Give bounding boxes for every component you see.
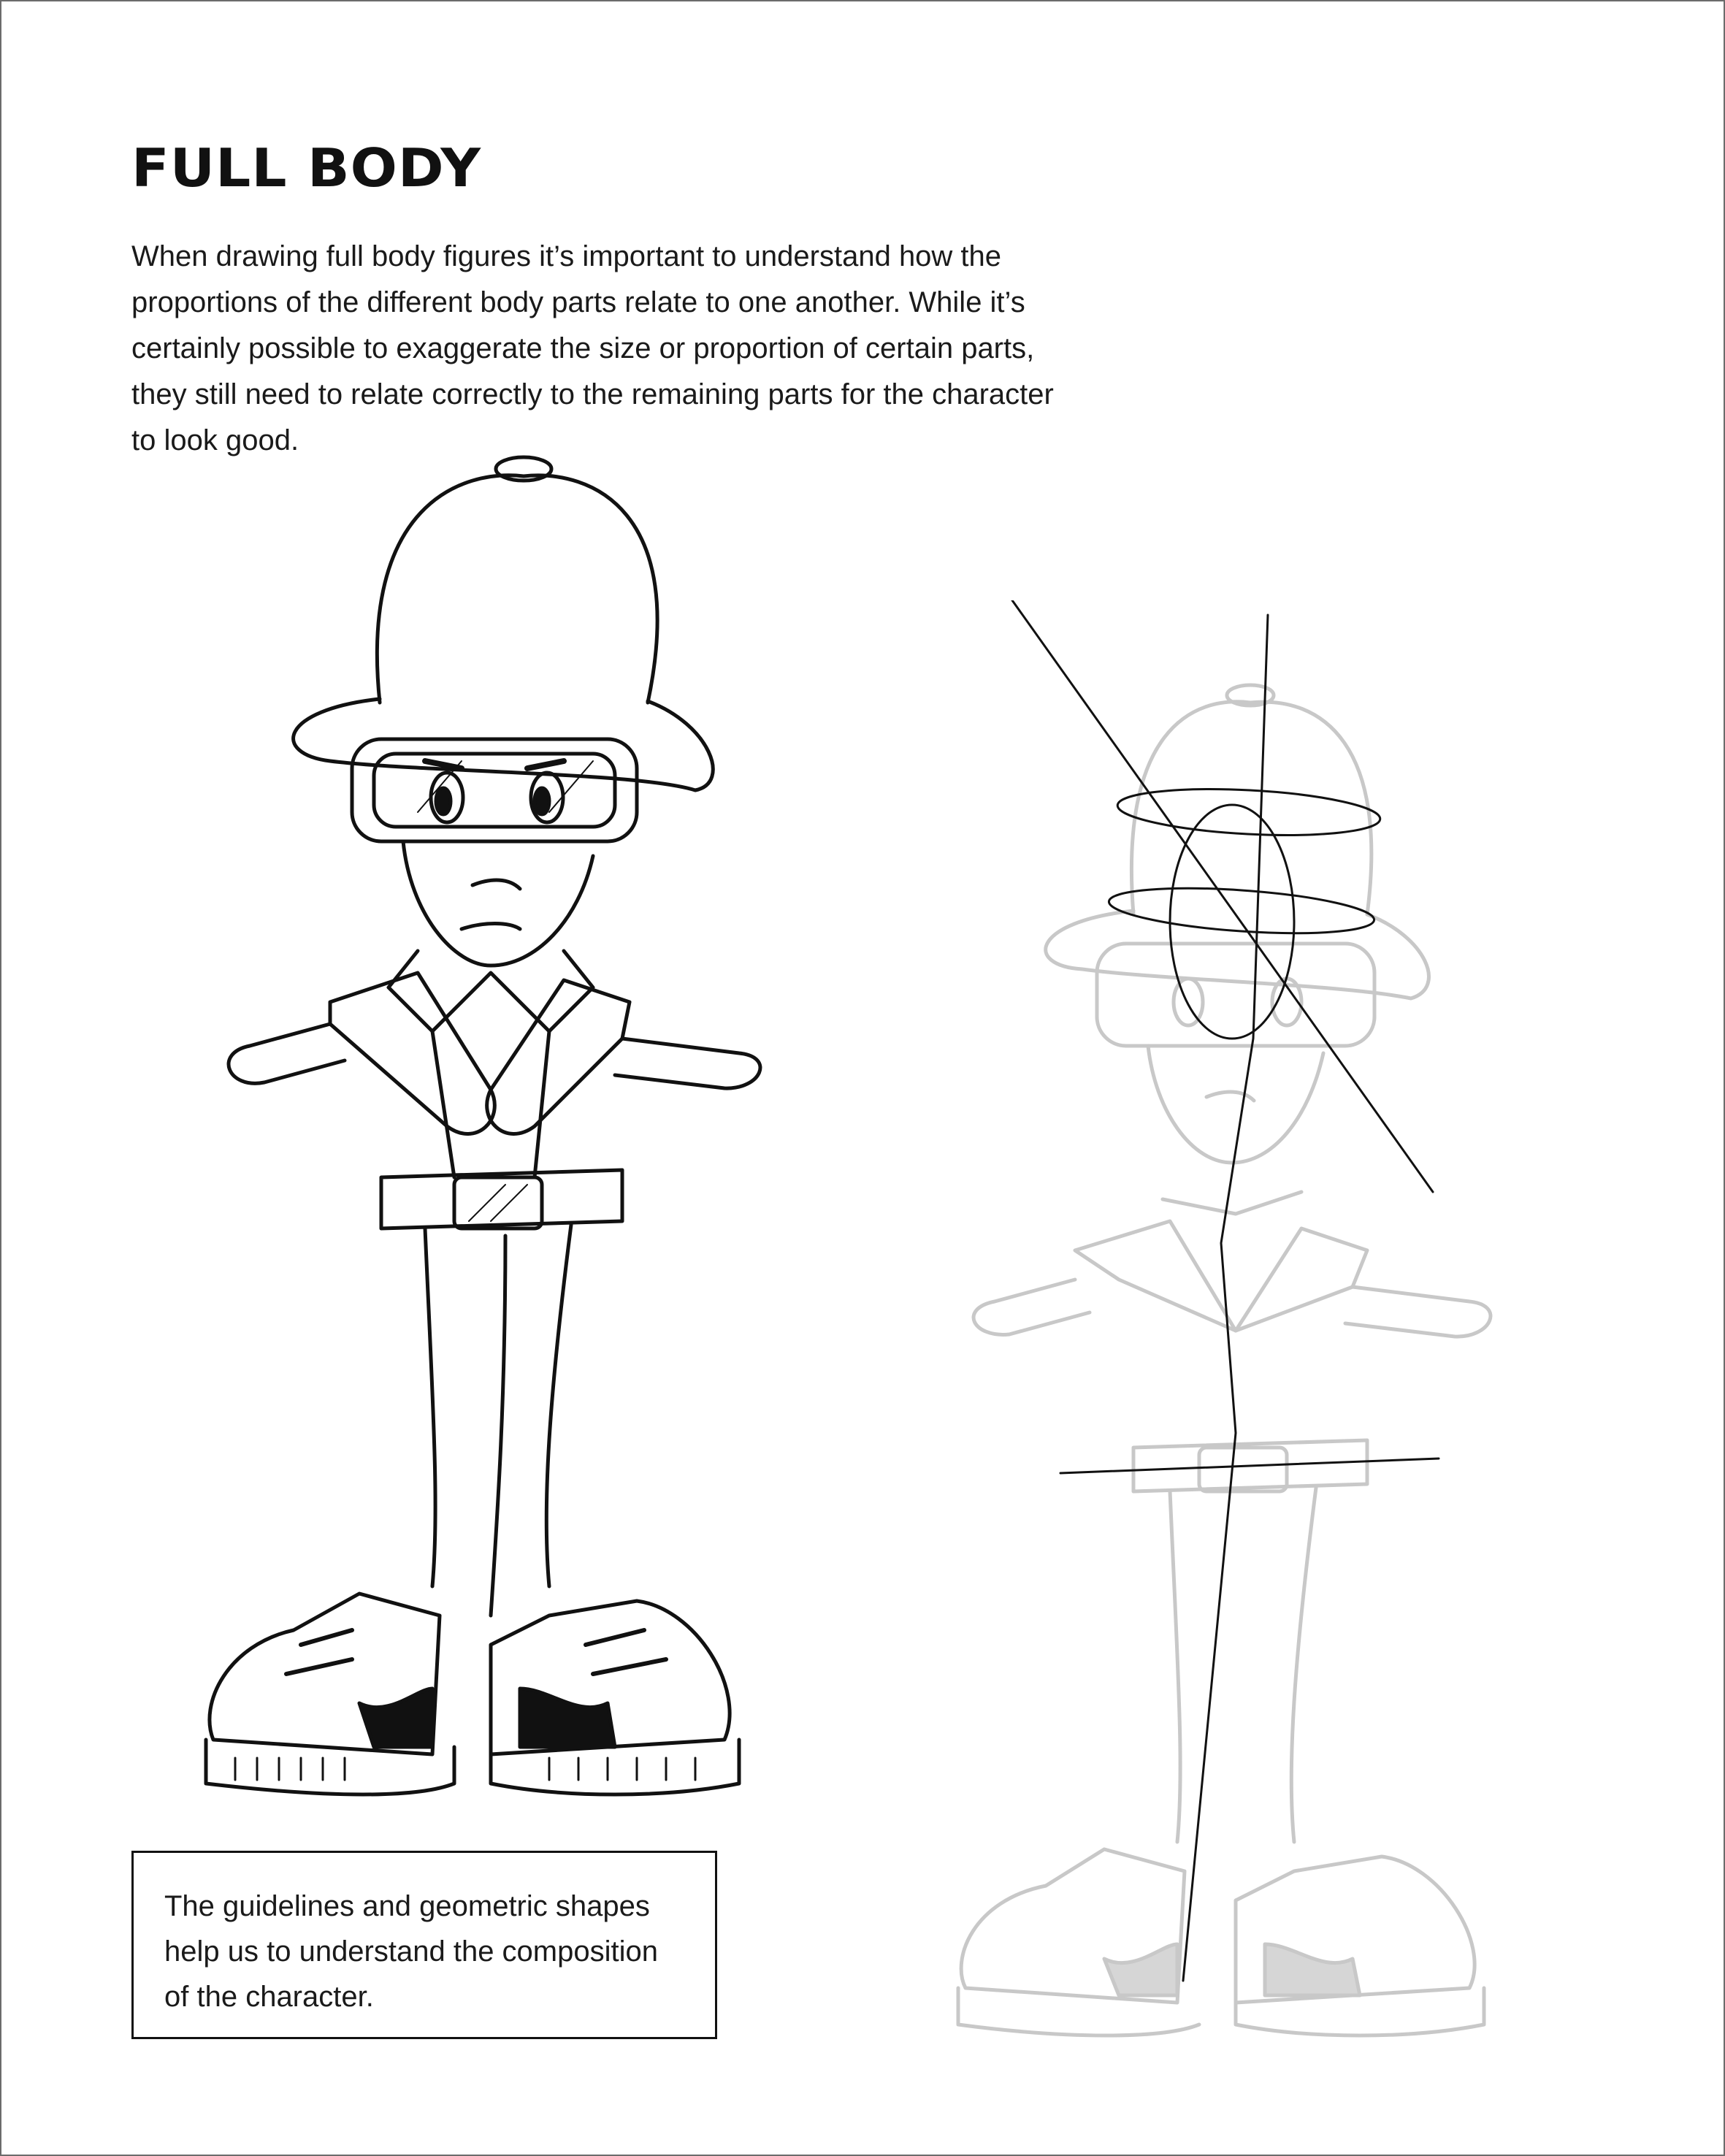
right-arm xyxy=(487,980,630,1134)
hat-brim xyxy=(294,699,714,790)
mouth xyxy=(462,924,520,930)
hat-dome xyxy=(377,475,657,703)
right-hand xyxy=(615,1039,760,1088)
hat-brim-ellipse xyxy=(1107,881,1375,940)
faded-character xyxy=(958,685,1491,2035)
right-leg xyxy=(546,1225,571,1586)
page-title: FULL BODY xyxy=(131,137,482,199)
character-illustration xyxy=(111,447,768,1820)
left-hand xyxy=(229,1024,345,1083)
left-leg xyxy=(425,1228,435,1586)
collar xyxy=(389,951,593,1031)
head-oval xyxy=(1170,805,1294,1039)
nose xyxy=(473,880,520,889)
belt-buckle xyxy=(454,1177,542,1228)
hip-guideline xyxy=(1060,1459,1439,1473)
intro-paragraph: When drawing full body figures it’s important to understand how the proportions of the different body parts relate to one another. While it’s certainly possible to exaggerate the size or proportion of certain parts, they still need to relate correctly to the remaining parts for the character to look good. xyxy=(131,240,1054,456)
face xyxy=(403,841,593,966)
hat-top-ellipse xyxy=(1117,784,1382,841)
caption-box xyxy=(131,1851,717,2039)
caption-text: The guidelines and geometric shapes help us to understand the composition of the character. xyxy=(164,1890,658,2013)
left-arm xyxy=(330,973,494,1134)
construction-guide-illustration xyxy=(827,600,1542,2046)
